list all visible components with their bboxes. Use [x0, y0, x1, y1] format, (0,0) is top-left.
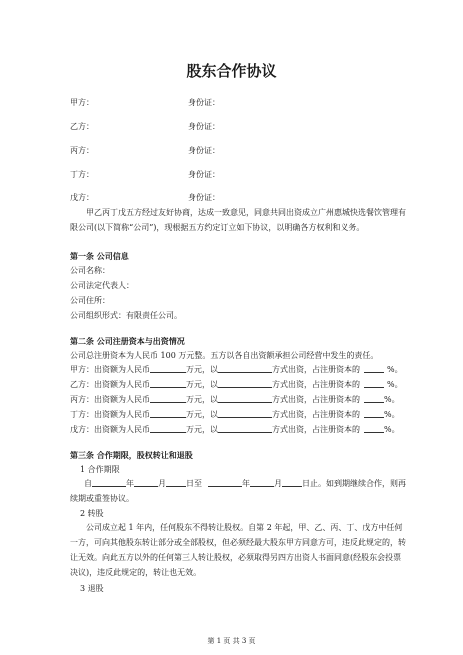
- id-label: 身份证：: [188, 146, 220, 155]
- capital-row-wu: [70, 424, 410, 435]
- start-year-blank: [92, 478, 126, 487]
- share-label: 方式出资，占注册资本的: [272, 395, 360, 404]
- amount-blank: [150, 364, 186, 373]
- company-address-line: 公司住所：: [70, 296, 110, 305]
- amount-label: 出资额为人民币: [94, 410, 150, 419]
- amount-blank: [150, 379, 186, 388]
- article1-heading: 第一条 公司信息: [70, 252, 129, 261]
- method-blank: [218, 379, 272, 388]
- percent-sign: %。: [387, 380, 403, 389]
- party-label: 丁方：: [70, 170, 94, 179]
- registered-capital-line: 公司总注册资本为人民币 100 万元整。五方以各自出资额承担公司经营中发生的责任。: [70, 351, 379, 360]
- party-row-wu: [70, 192, 430, 204]
- method-blank: [218, 409, 272, 418]
- month-label: 月: [158, 479, 166, 488]
- legal-representative-line: 公司法定代表人：: [70, 281, 134, 290]
- party-label: 乙方：: [70, 380, 94, 389]
- percent-sign: %。: [384, 425, 400, 434]
- capital-row-jia: [70, 364, 410, 375]
- party-label: 戊方：: [70, 193, 94, 202]
- method-blank: [218, 364, 272, 373]
- method-label: 万元，以: [186, 380, 218, 389]
- amount-label: 出资额为人民币: [94, 365, 150, 374]
- capital-row-bing: [70, 394, 410, 405]
- percent-sign: %。: [384, 395, 400, 404]
- article3-heading: 第三条 合作期限，股权转让和退股: [70, 451, 193, 460]
- percent-blank: [364, 409, 384, 418]
- transfer-subheading: 2 转股: [80, 509, 104, 518]
- share-label: 方式出资，占注册资本的: [272, 410, 360, 419]
- party-label: 戊方：: [70, 425, 94, 434]
- party-row-ding: [70, 169, 430, 181]
- id-label: 身份证：: [188, 170, 220, 179]
- company-name-line: 公司名称：: [70, 266, 110, 275]
- percent-blank: [364, 394, 384, 403]
- id-label: 身份证：: [188, 193, 220, 202]
- method-label: 万元，以: [186, 365, 218, 374]
- term-end-text: 日止。如到期继续合作，则再续期或重签协议。: [70, 479, 406, 503]
- start-day-blank: [166, 478, 186, 487]
- party-row-bing: [70, 145, 430, 157]
- organization-form-line: 公司组织形式：有限责任公司。: [70, 311, 182, 320]
- method-label: 万元，以: [186, 425, 218, 434]
- term-subheading: 1 合作期限: [80, 465, 120, 474]
- end-day-blank: [282, 478, 302, 487]
- percent-blank: [364, 424, 384, 433]
- method-label: 万元，以: [186, 395, 218, 404]
- share-label: 方式出资，占注册资本的: [272, 425, 360, 434]
- page-number: 第 1 页 共 3 页: [207, 637, 256, 645]
- method-blank: [218, 424, 272, 433]
- month-label: 月: [274, 479, 282, 488]
- party-label: 丁方：: [70, 410, 94, 419]
- end-year-blank: [208, 478, 242, 487]
- start-month-blank: [134, 478, 158, 487]
- withdrawal-subheading: 3 退股: [80, 584, 104, 593]
- percent-blank: [364, 364, 384, 373]
- amount-label: 出资额为人民币: [94, 380, 150, 389]
- party-label: 乙方：: [70, 122, 94, 131]
- term-from: 自: [84, 479, 92, 488]
- amount-blank: [150, 394, 186, 403]
- year-label: 年: [242, 479, 250, 488]
- day-to-label: 日至: [186, 479, 202, 488]
- amount-blank: [150, 424, 186, 433]
- amount-label: 出资额为人民币: [94, 425, 150, 434]
- percent-sign: %。: [387, 365, 403, 374]
- capital-row-ding: [70, 409, 410, 420]
- method-label: 万元，以: [186, 410, 218, 419]
- intro-paragraph: 甲乙丙丁戊五方经过友好协商，达成一致意见，同意共同出资成立广州惠城快选餐饮管理有限公司(以下简称“公司”)，现根据五方约定订立如下协议，以明确各方权利和义务。: [70, 208, 406, 232]
- party-label: 甲方：: [70, 365, 94, 374]
- party-row-yi: [70, 121, 430, 133]
- document-title: 股东合作协议: [186, 62, 277, 80]
- party-label: 丙方：: [70, 146, 94, 155]
- amount-blank: [150, 409, 186, 418]
- party-row-jia: [70, 97, 430, 109]
- article2-heading: 第二条 公司注册资本与出资情况: [70, 337, 185, 346]
- amount-label: 出资额为人民币: [94, 395, 150, 404]
- percent-blank: [364, 379, 384, 388]
- share-label: 方式出资，占注册资本的: [272, 380, 360, 389]
- end-month-blank: [250, 478, 274, 487]
- share-label: 方式出资，占注册资本的: [272, 365, 360, 374]
- percent-sign: %。: [384, 410, 400, 419]
- transfer-paragraph: 公司成立起 1 年内，任何股东不得转让股权。自第 2 年起，甲、乙、丙、丁、戊方中任何一方，可向其他股东转让部分或全部股权，但必须经最大股东甲方同意方可，违反此规定的，转让无效。向此五方以外的任何第三人转让股权，必须取得另四方出资人书面同意(经股东会投票决议)，违反此规定的，转让也无效。: [70, 523, 406, 577]
- id-label: 身份证：: [188, 98, 220, 107]
- year-label: 年: [126, 479, 134, 488]
- id-label: 身份证：: [188, 122, 220, 131]
- party-label: 丙方：: [70, 395, 94, 404]
- party-label: 甲方：: [70, 98, 94, 107]
- term-paragraph: [70, 476, 406, 506]
- method-blank: [218, 394, 272, 403]
- capital-row-yi: [70, 379, 410, 390]
